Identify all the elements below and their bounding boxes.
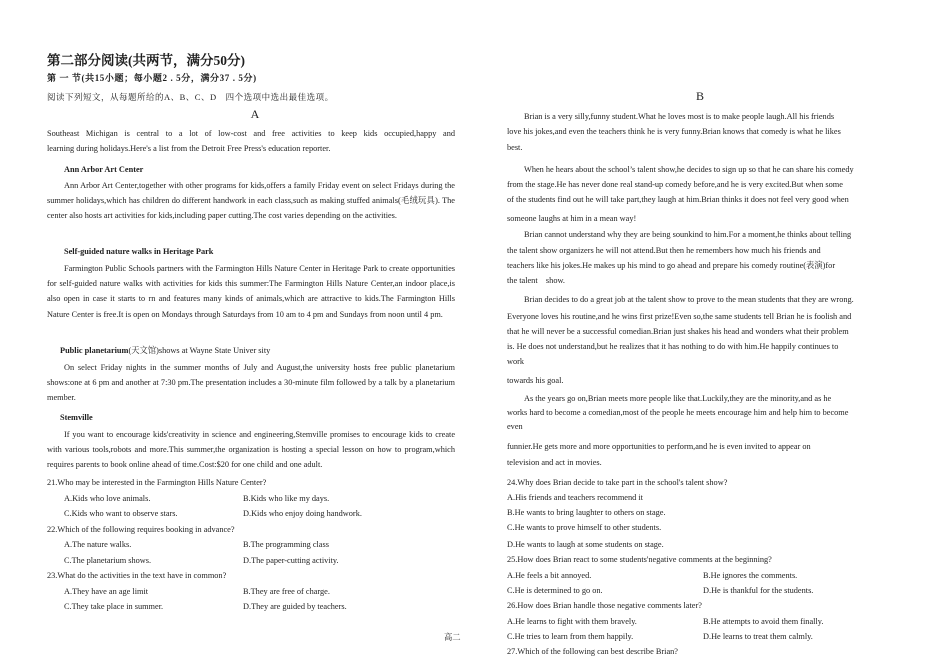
passage-b-p3-line4: the talent show.: [507, 276, 565, 285]
passage-b-p2-line1: When he hears about the school’s talent show,he decides to sign up so that he can share his comedy: [524, 165, 854, 174]
question-23-options-row1: [47, 584, 457, 600]
passage-a-letter: A: [250, 107, 260, 121]
heading-heritage-park: Self-guided nature walks in Heritage Park: [64, 247, 214, 256]
question-27-stem: 27.Which of the following can best describe Brian?: [507, 647, 678, 656]
question-21-stem: 21.Who may be interested in the Farmington Hills Nature Center?: [47, 478, 267, 487]
passage-b-p1-line2: love his jokes,and even the teachers think he is very funny.Brian knows that comedy is what he likes: [507, 127, 841, 136]
paragraph-heritage-park: Farmington Public Schools partners with the Farmington Hills Nature Center in Heritage Park to create opportunities for self-guided nature walks with activities for kids this summer:The Farmington Hills Nature Center,an indoor place,is also open in case it starts to rn and features many kinds of animals,which are attractive to kids.The Farmington Hills Nature Center is free.It is open on Mondays through Saturdays from 10 am to 4 pm and Sundays from noon until 4 pm.: [47, 264, 455, 319]
passage-b-p1-line1: Brian is a very silly,funny student.What he loves most is to make people laugh.All his friends: [524, 112, 835, 121]
question-23-stem: 23.What do the activities in the text have in common?: [47, 571, 227, 580]
passage-b-p4-line1: Brian decides to do a great job at the talent show to prove to the mean students that they are wrong.: [524, 295, 854, 304]
question-24-stem: 24.Why does Brian decide to take part in the school's talent show?: [507, 478, 728, 487]
question-25-option-b[interactable]: B.He ignores the comments.: [703, 571, 798, 580]
question-22-options-row2: [47, 553, 457, 569]
question-21-option-d[interactable]: D.Kids who enjoy doing handwork.: [243, 509, 362, 518]
section-title: 第二部分阅读(共两节，满分50分): [47, 53, 245, 68]
passage-a-intro-line-1: Southeast Michigan is central to a lot of low-cost and free activities to keep kids occupied,happy and: [47, 129, 455, 138]
question-21-options-row2: [47, 506, 457, 522]
question-24-option-a[interactable]: A.His friends and teachers recommend it: [507, 493, 643, 502]
question-25-stem: 25.How does Brian react to some students'negative comments at the beginning?: [507, 555, 772, 564]
paragraph-planetarium: On select Friday nights in the summer months of July and August,the university hosts free public planetarium shows:one at 6 pm and another at 7:30 pm.The presentation includes a 30-minute film followed by a talk by a planetarium member.: [47, 363, 455, 403]
instructions: 阅读下列短文，从每题所给的A、B、C、D 四个选项中选出最佳选项。: [47, 92, 334, 102]
passage-b-p4-line2: Everyone loves his routine,and he wins first prize!Even so,the same students tell Brian he is foolish and: [507, 312, 852, 321]
passage-b-p2-line4: someone laughs at him in a mean way!: [507, 214, 637, 223]
heading-ann-arbor: Ann Arbor Art Center: [64, 165, 144, 174]
question-25-option-d[interactable]: D.He is thankful for the students.: [703, 586, 814, 595]
question-26-option-c[interactable]: C.He tries to learn from them happily.: [507, 632, 634, 641]
question-24-option-d[interactable]: D.He wants to laugh at some students on stage.: [507, 540, 664, 549]
passage-b-p2-line2: from the stage.He has never done real stand-up comedy before,and he is very excited.But when some: [507, 180, 843, 189]
question-23-options-row2: [47, 599, 457, 615]
question-21-option-b[interactable]: B.Kids who like my days.: [243, 493, 330, 503]
question-25-option-c[interactable]: C.He is determined to go on.: [507, 586, 603, 595]
question-25-option-a[interactable]: A.He feels a bit annoyed.: [507, 571, 592, 580]
question-26-option-d[interactable]: D.He learns to treat them calmly.: [703, 632, 813, 641]
passage-a-intro-line-2: learning during holidays.Here's a list from the Detroit Free Press's education reporter.: [47, 144, 331, 153]
paragraph-stemville: If you want to encourage kids'creativity in science and engineering,Stemville promises to encourage kids to create with various tools,robots and more.This summer,the organization is hosting a special lesson on how to program,which requires parents to book online ahead of time.Cost:$20 for one child and one adult.: [47, 430, 455, 470]
heading-planetarium: [60, 346, 270, 356]
question-22-stem: 22.Which of the following requires booking in advance?: [47, 524, 235, 534]
question-26-option-b[interactable]: B.He attempts to avoid them finally.: [703, 617, 824, 626]
passage-b-p4-line4: is. He does not understand,but he realizes that it has nothing to do with him.He happily continues to: [507, 342, 839, 351]
question-24-option-b[interactable]: B.He wants to bring laughter to others on stage.: [507, 508, 666, 517]
question-21-options-row1: [47, 491, 457, 507]
heading-planetarium-bold: Public planetarium: [60, 346, 129, 355]
passage-b-p5-line3: even: [507, 422, 523, 431]
passage-b-p5-line2: works hard to become a comedian,most of the people he meets encourage him and help him to become: [507, 408, 849, 417]
question-23-option-b[interactable]: B.They are free of charge.: [243, 586, 330, 596]
question-23-option-d[interactable]: D.They are guided by teachers.: [243, 602, 347, 611]
question-21-option-a[interactable]: A.Kids who love animals.: [64, 493, 151, 503]
passage-b-letter: B: [695, 89, 704, 103]
question-22-option-c[interactable]: C.The planetarium shows.: [64, 555, 152, 565]
passage-b-p3-line3: teachers like his jokes.He makes up his mind to go ahead and prepare his comedy routine(表演)for: [507, 261, 836, 270]
question-22-option-d[interactable]: D.The paper-cutting activity.: [243, 555, 339, 565]
passage-b-p5-line1: As the years go on,Brian meets more people like that.Luckily,they are the minority,and as he: [524, 394, 832, 403]
passage-b-p5-line4: funnier.He gets more and more opportunities to perform,and he is even invited to appear on: [507, 442, 811, 451]
question-26-option-a[interactable]: A.He learns to fight with them bravely.: [507, 617, 637, 626]
questions-passage-a: [47, 475, 457, 615]
question-26-stem: 26.How does Brian handle those negative comments later?: [507, 601, 702, 610]
question-21-option-c[interactable]: C.Kids who want to observe stars.: [64, 509, 178, 518]
paragraph-ann-arbor: Ann Arbor Art Center,together with other programs for kids,offers a family Friday event on select Fridays during the summer holidays,which has children do different handwork in each class,such as making stuffed animals(毛绒玩具). The center also hosts art activities for kids,including paper cutting.The cost varies depending on the activities.: [47, 181, 455, 221]
passage-b-p3-line2: the talent show organizers he will not attend.But then he remembers how much his friends and: [507, 246, 821, 255]
passage-b-p4-line5: work: [507, 357, 525, 366]
passage-b-p5-line5: television and act in movies.: [507, 458, 602, 467]
part-one-title: 第 一 节(共15小题；每小题2 . 5分，满分37 . 5分): [47, 73, 257, 83]
question-24-option-c[interactable]: C.He wants to prove himself to other students.: [507, 523, 662, 532]
passage-b-p4-line3: that he will never be a successful comedian.Brian just shakes his head and wonders what their problem: [507, 327, 849, 336]
passage-b-p4-line6: towards his goal.: [507, 376, 564, 385]
passage-b-p2-line3: of the students find out he will take part,they laugh at him.Brian thinks it does not feel very good when: [507, 195, 849, 204]
question-23-option-a[interactable]: A.They have an age limit: [64, 586, 149, 596]
question-23-option-c[interactable]: C.They take place in summer.: [64, 602, 164, 611]
page-footer: 高二: [444, 633, 461, 642]
question-22-option-b[interactable]: B.The programming class: [243, 540, 329, 549]
passage-b-p1-line3: best.: [507, 143, 523, 152]
heading-stemville: Stemville: [60, 413, 93, 422]
heading-planetarium-rest: (天文馆)shows at Wayne State Univer sity: [128, 346, 271, 355]
passage-b-p3-line1: Brian cannot understand why they are being sounkind to him.For a moment,he thinks about telling: [524, 230, 852, 239]
question-22-options-row1: [47, 537, 457, 553]
question-22-option-a[interactable]: A.The nature walks.: [64, 540, 132, 549]
